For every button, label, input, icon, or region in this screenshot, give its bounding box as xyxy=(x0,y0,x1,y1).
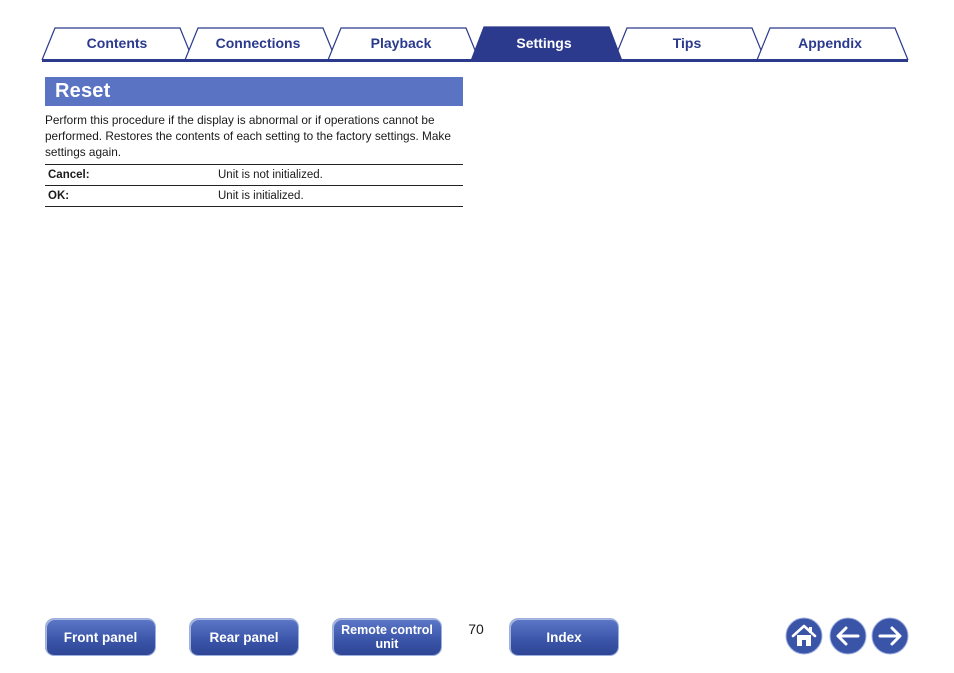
remote-control-label: Remote control xyxy=(341,623,433,637)
option-key: Cancel: xyxy=(45,165,215,186)
tab-contents[interactable]: Contents xyxy=(86,35,148,51)
tab-tips[interactable]: Tips xyxy=(672,35,702,51)
index-button[interactable] xyxy=(510,619,618,655)
page-number: 70 xyxy=(468,621,484,637)
option-key: OK: xyxy=(45,186,215,207)
rear-panel-button[interactable] xyxy=(190,619,298,655)
forward-arrow-icon[interactable] xyxy=(871,617,909,655)
front-panel-button[interactable] xyxy=(46,619,155,655)
section-header xyxy=(45,77,463,106)
rear-panel-label: Rear panel xyxy=(209,629,279,645)
index-label: Index xyxy=(546,629,582,645)
section-title: Reset xyxy=(55,80,111,102)
tab-appendix[interactable]: Appendix xyxy=(798,35,862,51)
remote-control-button[interactable] xyxy=(333,619,441,655)
back-arrow-icon[interactable] xyxy=(829,617,867,655)
remote-control-label-line2: unit xyxy=(375,637,399,651)
home-icon[interactable] xyxy=(785,617,823,655)
tab-settings[interactable]: Settings xyxy=(516,35,572,51)
options-table xyxy=(45,164,463,207)
table-row xyxy=(45,165,463,186)
tab-connections[interactable]: Connections xyxy=(215,35,301,51)
front-panel-label: Front panel xyxy=(63,629,138,645)
table-row xyxy=(45,186,463,207)
tab-playback[interactable]: Playback xyxy=(370,35,432,51)
section-description: Perform this procedure if the display is abnormal or if operations cannot be performed. Restores the contents of each setting to the factory settings. Make settings again. xyxy=(45,113,451,159)
option-value: Unit is not initialized. xyxy=(215,165,463,186)
option-value: Unit is initialized. xyxy=(215,186,463,207)
